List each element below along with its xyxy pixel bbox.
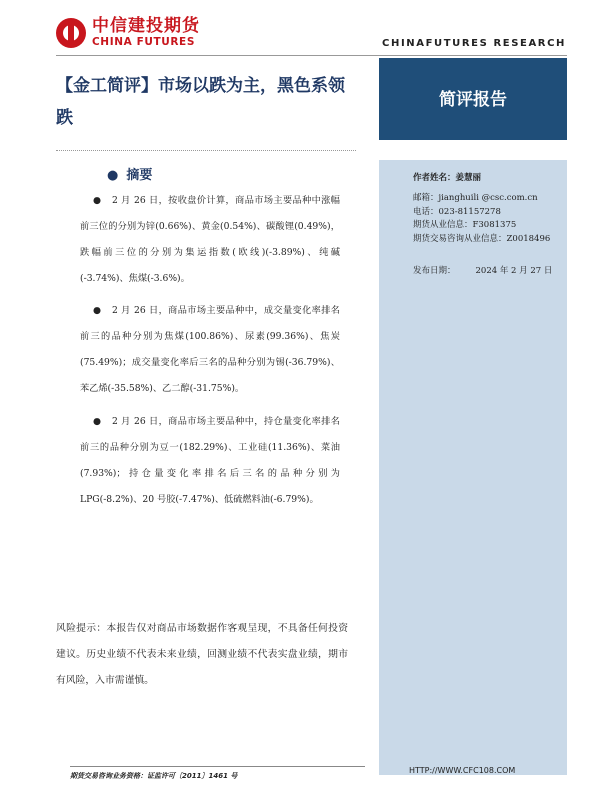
- summary-paragraph-text: 2 月 26 日，商品市场主要品种中，持仓量变化率排名前三的品种分别为豆一(182.29%)、工业硅(11.36%)、菜油(7.93%)；持仓量变化率排名后三名的品种分别为 LPG(-8.2%)、20 号胶(-7.47%)、低硫燃料油(-6.79%)。: [80, 416, 340, 505]
- summary-paragraph: [80, 298, 340, 402]
- author-license: 期货从业信息：F3081375: [413, 220, 517, 231]
- title-divider: [56, 150, 356, 151]
- bullet-icon: ●: [93, 305, 102, 316]
- bullet-icon: ●: [93, 195, 102, 206]
- publish-date-label: 发布日期：: [413, 266, 456, 276]
- report-type-label: 简评报告: [439, 90, 507, 110]
- summary-paragraph: [80, 409, 340, 513]
- logo-mark-icon: [56, 18, 86, 48]
- header-divider: [56, 55, 567, 56]
- author-name: 作者姓名：姜慧丽: [413, 173, 482, 183]
- summary-heading: [107, 164, 152, 183]
- author-panel: [379, 160, 567, 775]
- author-phone: 电话：023-81157278: [413, 206, 501, 217]
- summary-heading-text: 摘要: [126, 168, 153, 183]
- footer-license: 期货交易咨询业务资格：证监许可〔2011〕1461 号: [70, 766, 365, 781]
- summary-paragraph-text: 2 月 26 日，按收盘价计算，商品市场主要品种中涨幅前三位的分别为锌(0.66%)、黄金(0.54%)、碳酸锂(0.49%)，跌幅前三位的分别为集运指数(欧线)(-3.89%)、纯碱(-3.74%)、焦煤(-3.6%)。: [80, 195, 340, 284]
- brand-name-en: CHINA FUTURES: [92, 36, 195, 49]
- summary-paragraph: [80, 188, 340, 292]
- publish-date: [413, 264, 552, 276]
- bullet-icon: ●: [93, 416, 102, 427]
- bullet-icon: ●: [107, 168, 119, 183]
- company-logo: [56, 18, 200, 48]
- report-title: 【金工简评】市场以跌为主，黑色系领跌: [56, 76, 345, 128]
- brand-name-cn: 中信建投期货: [92, 16, 200, 37]
- risk-disclaimer: 风险提示：本报告仅对商品市场数据作客观呈现，不具备任何投资建议。历史业绩不代表未来业绩，回测业绩不代表实盘业绩，期市有风险，入市需谨慎。: [56, 623, 348, 686]
- footer-url[interactable]: HTTP://WWW.CFC108.COM: [409, 766, 516, 775]
- research-label: CHINAFUTURES RESEARCH: [382, 38, 566, 49]
- author-contact: [413, 192, 550, 246]
- author-email: 邮箱：jianghuili @csc.com.cn: [413, 193, 538, 203]
- publish-date-value: 2024 年 2 月 27 日: [475, 266, 553, 276]
- summary-paragraph-text: 2 月 26 日，商品市场主要品种中，成交量变化率排名前三的品种分别为焦煤(100.86%)、尿素(99.36%)、焦炭(75.49%)；成交量变化率后三名的品种分别为锡(-36.79%)、苯乙烯(-35.58%)、乙二醇(-31.75%)。: [80, 305, 340, 394]
- author-consult-license: 期货交易咨询从业信息：Z0018496: [413, 233, 551, 244]
